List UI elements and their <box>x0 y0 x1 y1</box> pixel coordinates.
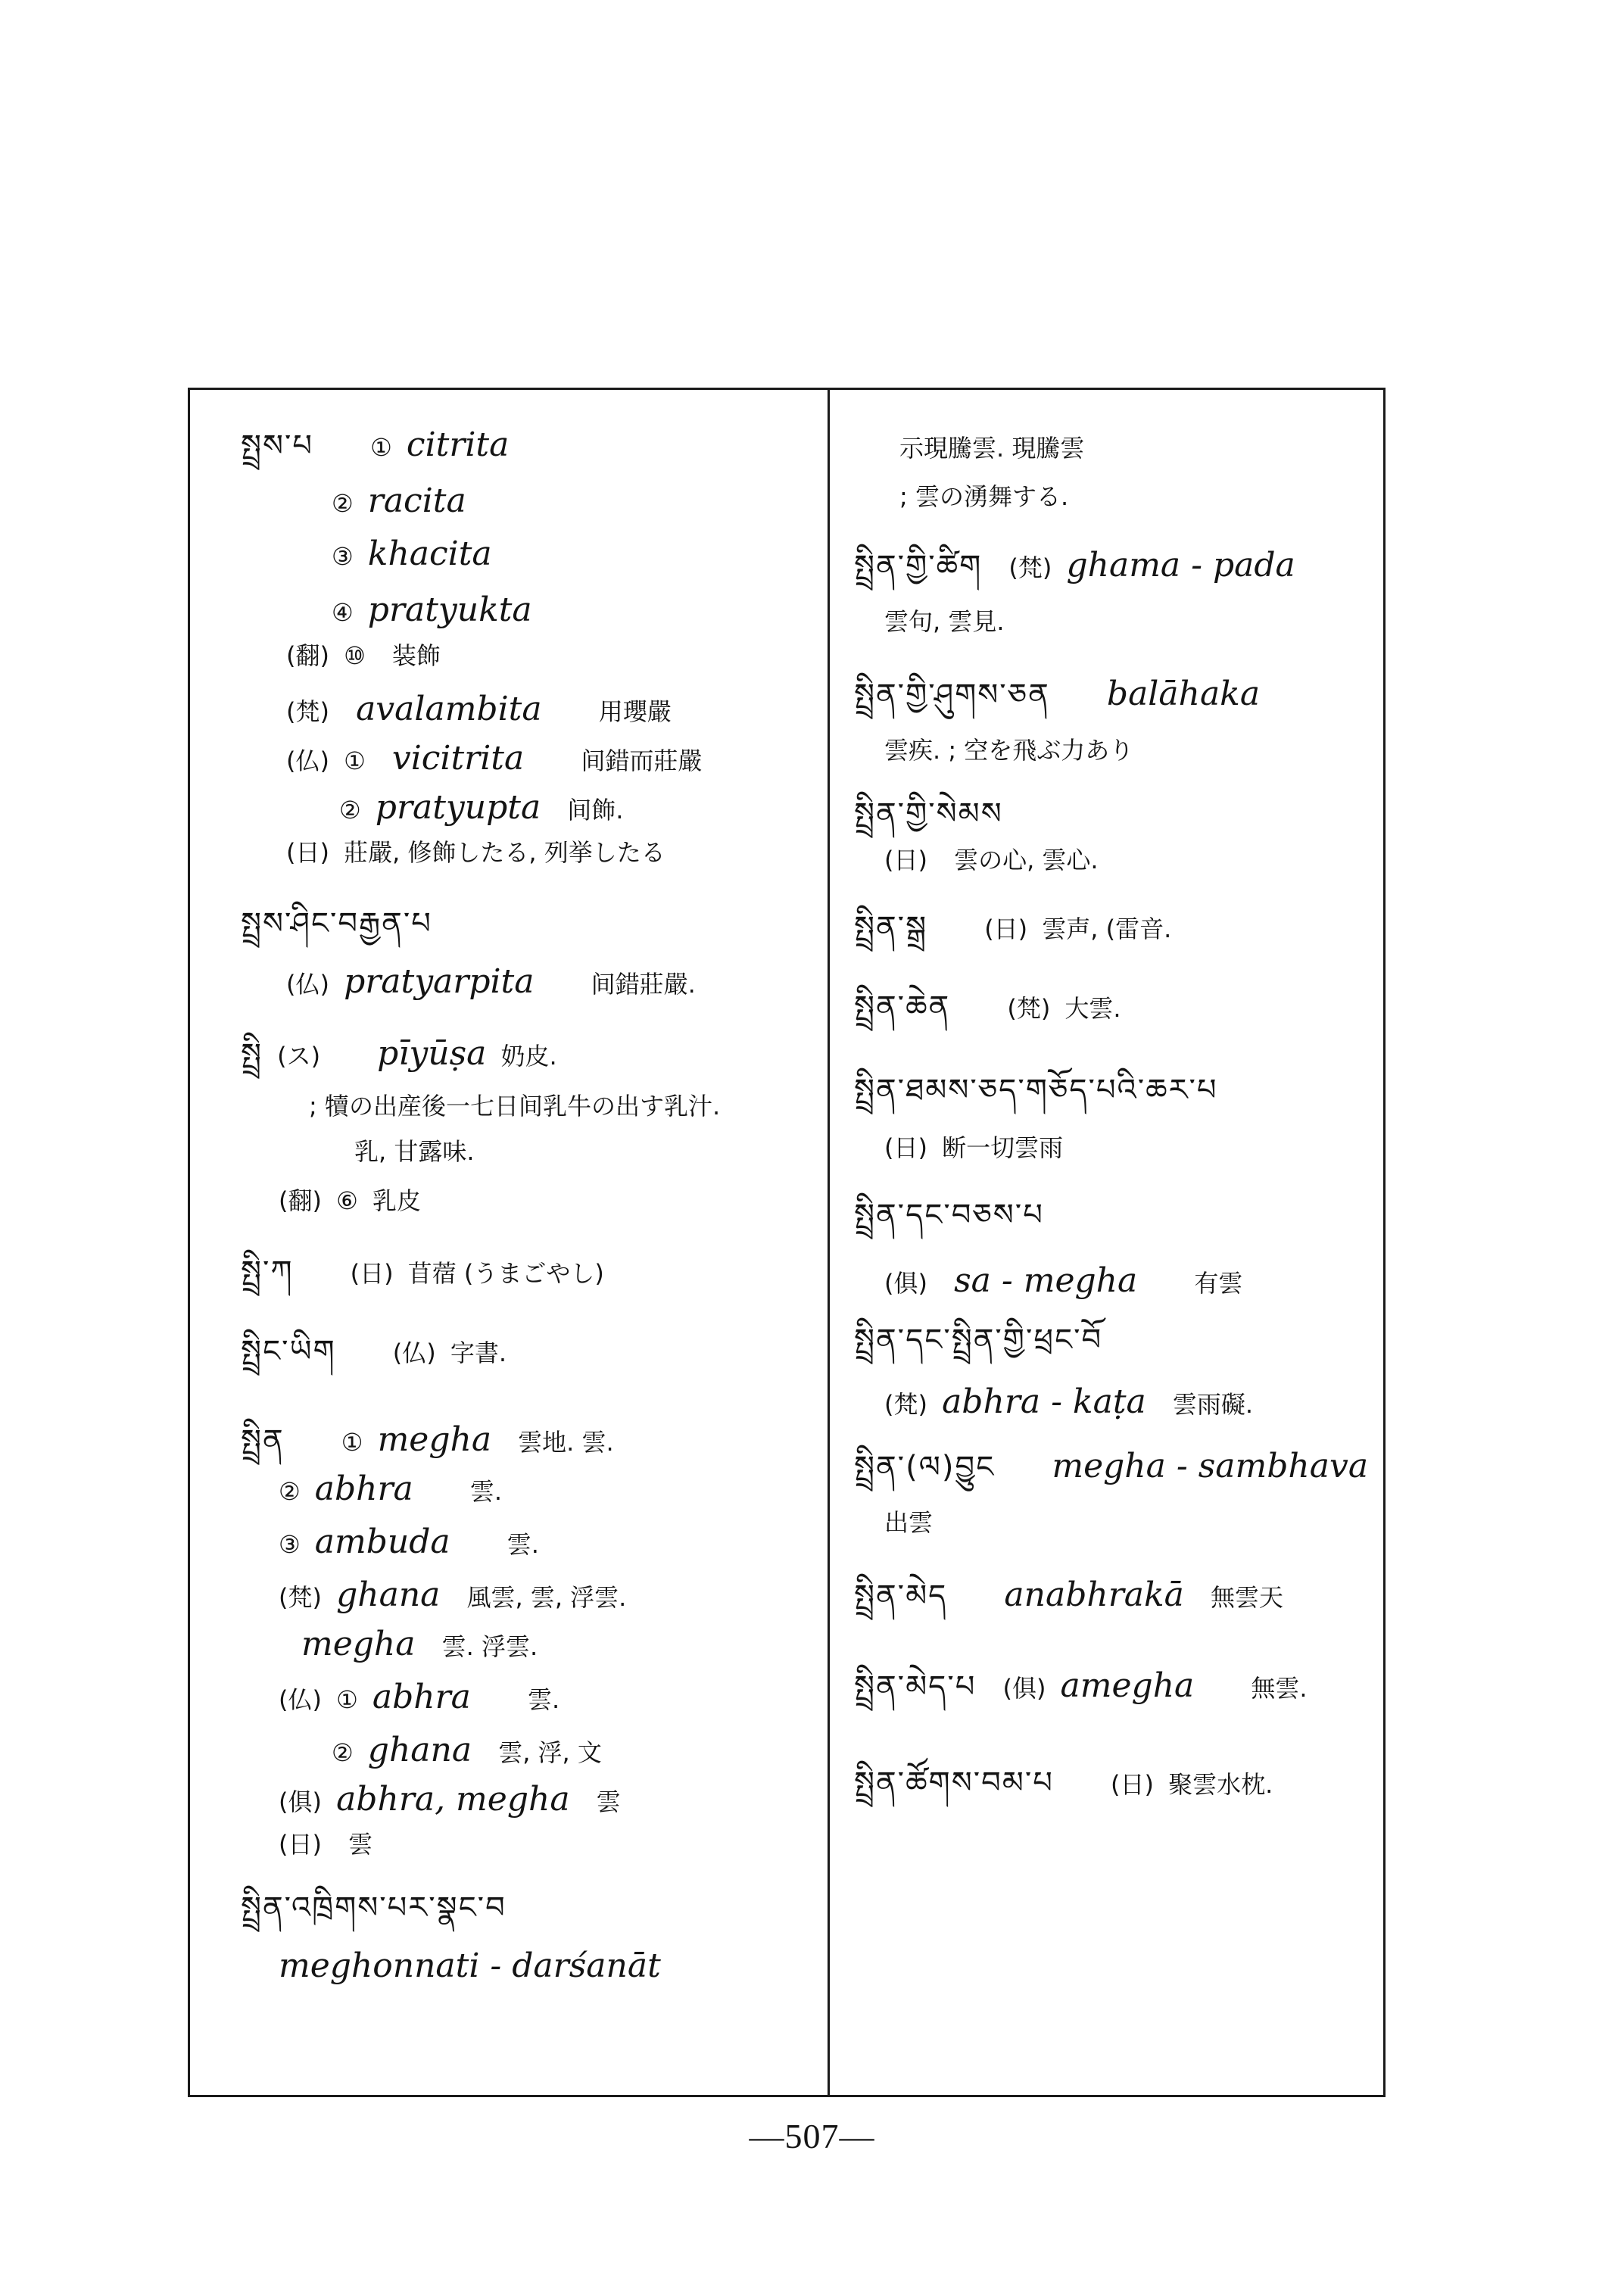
source-abbrev: (俱) <box>279 1788 322 1816</box>
tibetan-headword: སྤྲིན་གྱི་སེམས <box>854 796 1003 831</box>
source-abbrev: (仏) <box>286 970 329 999</box>
source-abbrev: (日) <box>984 915 1028 943</box>
definition-line <box>279 1576 627 1614</box>
tibetan-headword: སྤྲིན་མེད <box>854 1579 948 1613</box>
definition-line <box>339 788 624 827</box>
sanskrit-term: avalambita <box>356 690 542 728</box>
definition-line <box>279 1780 621 1819</box>
japanese-gloss: 雲. <box>469 1477 503 1506</box>
definition-line <box>279 1830 373 1859</box>
sanskrit-term: abhra <box>314 1470 413 1508</box>
sense-number: ③ <box>332 542 354 571</box>
sanskrit-term: pratyarpita <box>344 962 535 1001</box>
tibetan-headword: སྤྲི <box>241 1037 263 1072</box>
japanese-gloss: 聚雲水枕. <box>1168 1770 1273 1799</box>
japanese-gloss: 装飾 <box>391 641 441 670</box>
japanese-gloss: 间錯而莊嚴 <box>581 746 703 775</box>
sanskrit-term: abhra, megha <box>336 1780 570 1819</box>
definition-line <box>286 962 696 1001</box>
japanese-gloss: 雲雨礙. <box>1172 1390 1254 1419</box>
sense-number: ② <box>332 1738 354 1767</box>
japanese-gloss: 乳皮 <box>372 1186 421 1215</box>
tibetan-headword: སྤྲིན་ཚོགས་བམ་པ <box>854 1766 1054 1800</box>
definition-line <box>279 1186 421 1215</box>
source-abbrev: (梵) <box>884 1390 927 1419</box>
tibetan-headword: སྤྲིང་ཡིག <box>241 1334 336 1369</box>
entry-headword <box>854 796 1003 831</box>
definition-line <box>301 1625 538 1663</box>
definition-line <box>286 739 703 778</box>
entry-headword <box>241 1420 614 1459</box>
definition-line <box>884 1133 1064 1162</box>
source-abbrev: (日) <box>1110 1770 1154 1799</box>
tibetan-headword: སྤྲིན་(ལ)བྱུང <box>854 1450 996 1485</box>
sanskrit-term: megha <box>301 1625 416 1663</box>
entry-headword <box>854 546 1295 584</box>
sanskrit-term: megha <box>377 1420 492 1459</box>
sanskrit-term: ghana <box>367 1731 472 1769</box>
source-abbrev: (日) <box>286 838 329 867</box>
tibetan-headword: སྤྲིན <box>241 1423 285 1458</box>
japanese-gloss: 雲, 浮, 文 <box>498 1738 602 1767</box>
entry-headword <box>854 992 1121 1022</box>
source-abbrev: (ス) <box>277 1042 321 1071</box>
tibetan-headword: སྤྲིན་ཐམས་ཅད་གཅོད་པའི་ཆར་པ <box>854 1073 1218 1108</box>
sense-line <box>279 1470 503 1508</box>
source-abbrev: (俱) <box>1002 1674 1046 1703</box>
sense-number: ① <box>370 433 392 462</box>
sanskrit-term: ambuda <box>314 1523 450 1561</box>
entry-headword <box>854 1073 1218 1108</box>
japanese-gloss: 風雲, 雲, 浮雲. <box>466 1583 627 1612</box>
japanese-gloss: 雲地. 雲. <box>518 1428 614 1457</box>
source-abbrev: (梵) <box>1007 994 1051 1023</box>
sanskrit-term: racita <box>367 482 466 520</box>
definition-line <box>884 1261 1243 1300</box>
sanskrit-term: vicitrita <box>391 739 525 778</box>
entry-headword <box>854 1447 1369 1485</box>
entry-headword <box>241 425 510 464</box>
source-abbrev: (梵) <box>279 1583 322 1612</box>
japanese-gloss: 字書. <box>450 1339 507 1367</box>
sense-number: ③ <box>279 1530 301 1559</box>
japanese-gloss: 雲 <box>596 1788 621 1816</box>
japanese-gloss: 奶皮. <box>500 1042 557 1071</box>
sanskrit-term: megha - sambhava <box>1052 1447 1369 1485</box>
japanese-gloss: 無雲天 <box>1210 1583 1283 1612</box>
definition-line <box>286 690 672 728</box>
sense-number: ① <box>344 746 366 775</box>
page-number: —507— <box>749 2117 875 2155</box>
tibetan-headword: སྤྲིན་ཆེན <box>854 990 951 1024</box>
japanese-gloss: ; 雲の湧舞する. <box>899 482 1069 511</box>
entry-headword <box>854 1768 1273 1798</box>
source-abbrev: (梵) <box>286 697 329 726</box>
sanskrit-term: ghana <box>336 1576 441 1614</box>
sense-line <box>332 535 492 573</box>
entry-headword <box>854 675 1261 713</box>
source-abbrev: (翻) <box>286 641 329 670</box>
japanese-gloss: 大雲. <box>1064 994 1121 1023</box>
sanskrit-term: anabhrakā <box>1004 1576 1184 1614</box>
definition-line <box>899 434 1085 463</box>
definition-line <box>286 641 441 670</box>
japanese-gloss: 雲. <box>527 1685 560 1714</box>
tibetan-headword: སྤྲིན་མེད་པ <box>854 1669 977 1704</box>
japanese-gloss: 苜蓿 (うまごやし) <box>407 1259 604 1288</box>
japanese-gloss: 间飾. <box>567 796 624 824</box>
sense-number: ⑥ <box>336 1186 358 1215</box>
sanskrit-term: balāhaka <box>1106 675 1261 713</box>
sanskrit-term: pratyukta <box>367 591 532 629</box>
japanese-gloss: 示現騰雲. 現騰雲 <box>899 434 1085 463</box>
sanskrit-term: meghonnati - darśanāt <box>279 1946 661 1985</box>
source-abbrev: (俱) <box>884 1269 927 1298</box>
japanese-gloss: 莊嚴, 修飾したる, 列挙したる <box>344 838 665 867</box>
source-abbrev: (仏) <box>286 746 329 775</box>
sense-line <box>332 482 466 520</box>
sense-number: ① <box>341 1428 363 1457</box>
definition-line <box>332 1731 602 1769</box>
entry-headword <box>854 912 1171 943</box>
sense-number: ② <box>339 796 361 824</box>
sense-line <box>332 591 532 629</box>
sanskrit-term: sa - megha <box>954 1261 1138 1300</box>
sanskrit-term: pīyūṣa <box>377 1034 487 1073</box>
japanese-gloss: 乳, 甘露味. <box>354 1137 475 1166</box>
japanese-gloss: 無雲. <box>1251 1674 1308 1703</box>
definition-line <box>309 1092 721 1121</box>
definition-line <box>899 482 1069 511</box>
definition-line <box>279 1946 661 1985</box>
tibetan-headword: སྤྲི་ཀ <box>241 1255 294 1289</box>
column-divider <box>828 388 830 2097</box>
entry-headword <box>854 1576 1283 1614</box>
sanskrit-term: citrita <box>406 425 510 464</box>
tibetan-headword: སྤྲས་པ <box>241 429 314 463</box>
tibetan-headword: སྤྲིན་དང་བཅས་པ <box>854 1198 1044 1233</box>
tibetan-headword: སྤྲིན་གྱི་ཤུགས་ཅན <box>854 678 1050 712</box>
definition-line <box>354 1139 475 1164</box>
tibetan-headword: སྤྲིན་འཁྲིགས་པར་སྣང་བ <box>241 1890 507 1925</box>
sanskrit-term: khacita <box>367 535 492 573</box>
source-abbrev: (日) <box>884 846 927 874</box>
entry-headword <box>241 1890 507 1925</box>
sense-number: ⑩ <box>344 641 366 670</box>
japanese-gloss: ; 犢の出産後一七日间乳牛の出す乳汁. <box>309 1092 721 1121</box>
sanskrit-term: abhra - kaṭa <box>942 1382 1146 1421</box>
japanese-gloss: 雲声, (雷音. <box>1042 915 1172 943</box>
sanskrit-term: amegha <box>1060 1666 1195 1705</box>
definition-line <box>884 1510 933 1535</box>
japanese-gloss: 有雲 <box>1194 1269 1243 1298</box>
entry-headword <box>854 1325 1102 1355</box>
source-abbrev: (仏) <box>279 1685 322 1714</box>
sanskrit-term: ghama - pada <box>1066 546 1295 584</box>
entry-headword <box>241 1257 604 1287</box>
tibetan-headword: སྤྲིན་སྒྲ <box>854 910 928 945</box>
japanese-gloss: 雲. <box>507 1530 539 1559</box>
entry-headword <box>854 1666 1308 1705</box>
sense-number: ② <box>279 1477 301 1506</box>
definition-line <box>884 1382 1254 1421</box>
source-abbrev: (仏) <box>392 1339 436 1367</box>
definition-line <box>279 1678 560 1716</box>
sanskrit-term: abhra <box>372 1678 471 1716</box>
sense-line <box>279 1523 539 1561</box>
definition-line <box>884 848 1099 872</box>
japanese-gloss: 雲句, 雲見. <box>884 607 1005 636</box>
japanese-gloss: 雲疾. ; 空を飛ぶ力あり <box>884 736 1134 765</box>
source-abbrev: (日) <box>279 1830 322 1859</box>
japanese-gloss: 断一切雲雨 <box>942 1133 1064 1162</box>
source-abbrev: (翻) <box>279 1186 322 1215</box>
sense-number: ② <box>332 489 354 518</box>
entry-headword <box>241 906 432 941</box>
sanskrit-term: pratyupta <box>375 788 541 827</box>
japanese-gloss: 出雲 <box>884 1508 934 1537</box>
tibetan-headword: སྤྲས་ཤིང་བརྒྱན་པ <box>241 906 432 941</box>
tibetan-headword: སྤྲིན་དང་སྤྲིན་གྱི་ཕྲང་བོ <box>854 1323 1103 1357</box>
japanese-gloss: 雲の心, 雲心. <box>954 846 1099 874</box>
japanese-gloss: 雲 <box>348 1830 373 1859</box>
japanese-gloss: 间錯莊嚴. <box>591 970 696 999</box>
definition-line <box>884 736 1134 765</box>
source-abbrev: (梵) <box>1008 553 1052 582</box>
entry-headword <box>241 1034 557 1073</box>
japanese-gloss: 用瓔嚴 <box>598 697 672 726</box>
sense-number: ④ <box>332 598 354 627</box>
sense-number: ① <box>336 1685 358 1714</box>
definition-line <box>286 840 665 865</box>
tibetan-headword: སྤྲིན་གྱི་ཚིག <box>854 549 983 584</box>
japanese-gloss: 雲. 浮雲. <box>441 1632 538 1661</box>
source-abbrev: (日) <box>350 1259 394 1288</box>
source-abbrev: (日) <box>884 1133 927 1162</box>
entry-headword <box>854 1198 1044 1233</box>
definition-line <box>884 609 1005 634</box>
entry-headword <box>241 1336 507 1367</box>
